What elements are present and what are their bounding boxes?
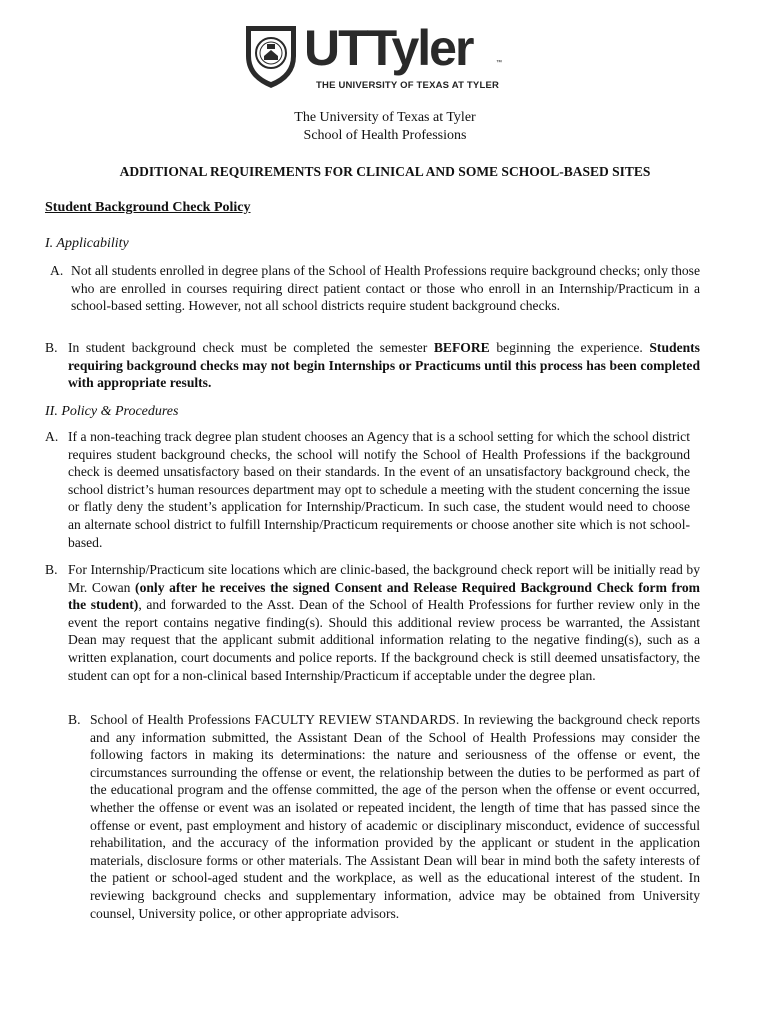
applicability-item-b	[45, 339, 700, 392]
item-text: If a non-teaching track degree plan student chooses an Agency that is a school setting for which the school district requires student background checks, the school will notify the School of Health Professions if the background check is deemed unsatisfactory based on their standards. In the event of an unsatisfactory background check, the school district’s human resources department may opt to schedule a meeting with the student concerning the issue or flatly deny the student’s application for Internship/Practicum. In such case, the student would need to choose an alternate school district to fulfill Internship/Practicum requirements or choose another site which is not school-based.	[68, 429, 690, 550]
text-run: , and forwarded to the Asst. Dean of the School of Health Professions for further review only in the event the report contains negative finding(s). Should this additional review process be warranted, the Assistant Dean may request that the applicant submit additional information relating to the negative finding(s), such as a written explanation, court documents and police reports. If the background check is still deemed unsatisfactory, the student can opt for a non-clinical based Internship/Practicum if acceptable under the degree plan.	[68, 597, 701, 683]
policy-title: Student Background Check Policy	[45, 200, 251, 215]
text-run: beginning the experience.	[489, 340, 650, 355]
item-text	[68, 339, 700, 392]
policy-item-b	[45, 561, 700, 684]
bold-run: Students requiring background checks may not begin Internships or Practicums until this process has been completed with appropriate results.	[68, 340, 700, 391]
item-text	[68, 561, 700, 684]
text-run: For Internship/Practicum site locations which are clinic-based, the background check report will be initially read by Mr. Cowan	[68, 562, 700, 595]
text-run: In student background check must be completed the semester	[68, 340, 434, 355]
school-name: School of Health Professions	[303, 128, 467, 143]
document-title: ADDITIONAL REQUIREMENTS FOR CLINICAL AND SOME SCHOOL-BASED SITES	[119, 164, 651, 179]
item-marker: A.	[45, 429, 59, 444]
university-seal-icon	[242, 20, 300, 90]
item-marker: B.	[68, 712, 81, 727]
logo-wordmark: UTTyler	[304, 20, 473, 76]
ut-tyler-logo	[238, 20, 508, 94]
applicability-item-a	[50, 262, 700, 315]
faculty-review-standards	[68, 711, 700, 922]
university-name: The University of Texas at Tyler	[294, 110, 476, 125]
section-policy-heading: II. Policy & Procedures	[45, 404, 179, 419]
logo-subtitle: THE UNIVERSITY OF TEXAS AT TYLER	[316, 80, 500, 91]
policy-item-a	[45, 428, 690, 551]
bold-run: (only after he receives the signed Consent and Release Required Background Check form from the student)	[68, 579, 700, 613]
item-marker: B.	[45, 340, 58, 355]
bold-run: BEFORE	[433, 340, 490, 355]
item-marker: A.	[50, 263, 64, 278]
item-text: Not all students enrolled in degree plans of the School of Health Professions require background checks; only those who are enrolled in courses requiring direct patient contact or those who enroll in an Internship/Practicum in a school-based setting. However, not all school districts require student background checks.	[71, 263, 700, 314]
item-text: School of Health Professions FACULTY REVIEW STANDARDS. In reviewing the background check reports and any information submitted, the Assistant Dean of the School of Health Professions may consider the following factors in making its determinations: the nature and seriousness of the offense or event, the circumstances surrounding the offense or event, the relationship between the duties to be performed as part of the educational program and the offense committed, the age of the person when the offense or event occurred, whether the offense or event was an isolated or repeated incident, the length of time that has passed since the offense or event, past employment and history of academic or disciplinary misconduct, evidence of successful rehabilitation, and the accuracy of the information provided by the applicant or student in the application materials, disclosure forms or other materials. The Assistant Dean will bear in mind both the safety interests of the patient or school-aged student and the workplace, as well as the educational interest of the student. In reviewing background checks and supplementary information, advice may be obtained from University counsel, University police, or other appropriate advisors.	[90, 712, 700, 921]
section-applicability-heading: I. Applicability	[45, 236, 129, 251]
logo-trademark: ™	[496, 60, 502, 66]
item-marker: B.	[45, 562, 58, 577]
